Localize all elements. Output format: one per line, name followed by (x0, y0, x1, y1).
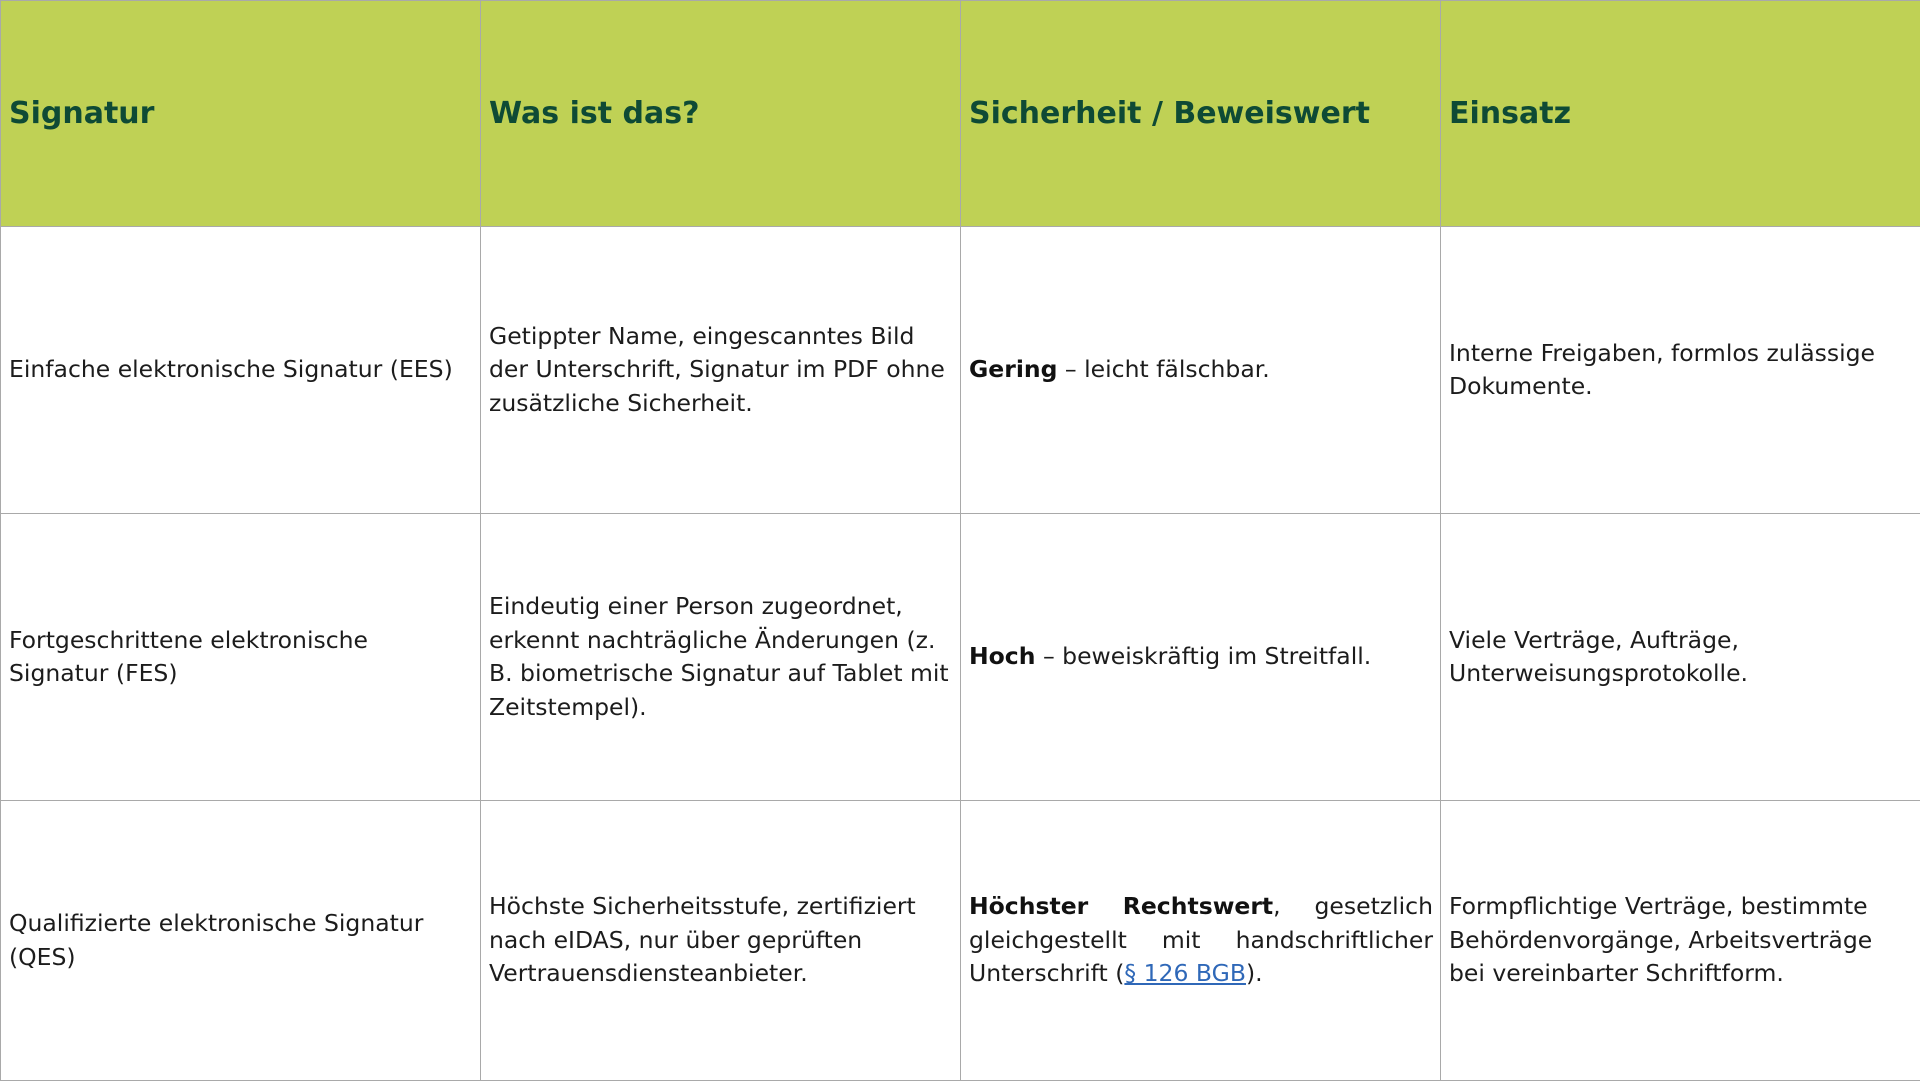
sicherheit-text: – leicht fälschbar. (1057, 355, 1269, 383)
sicherheit-rating: Höchster Rechtswert (969, 892, 1273, 920)
table-row (1, 227, 1920, 514)
cell-beschreibung: Getippter Name, eingescanntes Bild der Unterschrift, Signatur im PDF ohne zusätzliche Sicherheit. (481, 227, 961, 514)
sicherheit-rating: Gering (969, 355, 1057, 383)
sicherheit-text-end: ). (1246, 959, 1263, 987)
table-row (1, 801, 1920, 1081)
header-signatur: Signatur (1, 1, 481, 227)
table-header (1, 1, 1920, 227)
cell-signatur: Fortgeschrittene elektronische Signatur (FES) (1, 514, 481, 801)
cell-beschreibung: Eindeutig einer Person zugeordnet, erkennt nachträgliche Änderungen (z. B. biometrische Signatur auf Tablet mit Zeitstempel). (481, 514, 961, 801)
cell-sicherheit (961, 801, 1441, 1081)
sicherheit-rating: Hoch (969, 642, 1035, 670)
bgb-126-link[interactable]: § 126 BGB (1124, 959, 1246, 987)
header-sicherheit: Sicherheit / Beweiswert (961, 1, 1441, 227)
table-body (1, 227, 1920, 1081)
cell-signatur: Einfache elektronische Signatur (EES) (1, 227, 481, 514)
cell-einsatz: Interne Freigaben, formlos zulässige Dokumente. (1441, 227, 1920, 514)
sicherheit-text: – beweiskräftig im Streitfall. (1035, 642, 1371, 670)
header-was-ist-das: Was ist das? (481, 1, 961, 227)
cell-beschreibung: Höchste Sicherheitsstufe, zertifiziert nach eIDAS, nur über geprüften Vertrauensdiensteanbieter. (481, 801, 961, 1081)
sicherheit-text: , gesetzlich gleichgestellt mit handschriftlicher Unterschrift ( (969, 892, 1433, 987)
header-einsatz: Einsatz (1441, 1, 1920, 227)
cell-sicherheit (961, 227, 1441, 514)
cell-einsatz: Formpflichtige Verträge, bestimmte Behördenvorgänge, Arbeitsverträge bei vereinbarter Schriftform. (1441, 801, 1920, 1081)
cell-einsatz: Viele Verträge, Aufträge, Unterweisungsprotokolle. (1441, 514, 1920, 801)
cell-sicherheit (961, 514, 1441, 801)
table-row (1, 514, 1920, 801)
header-row (1, 1, 1920, 227)
cell-signatur: Qualifizierte elektronische Signatur (QES) (1, 801, 481, 1081)
